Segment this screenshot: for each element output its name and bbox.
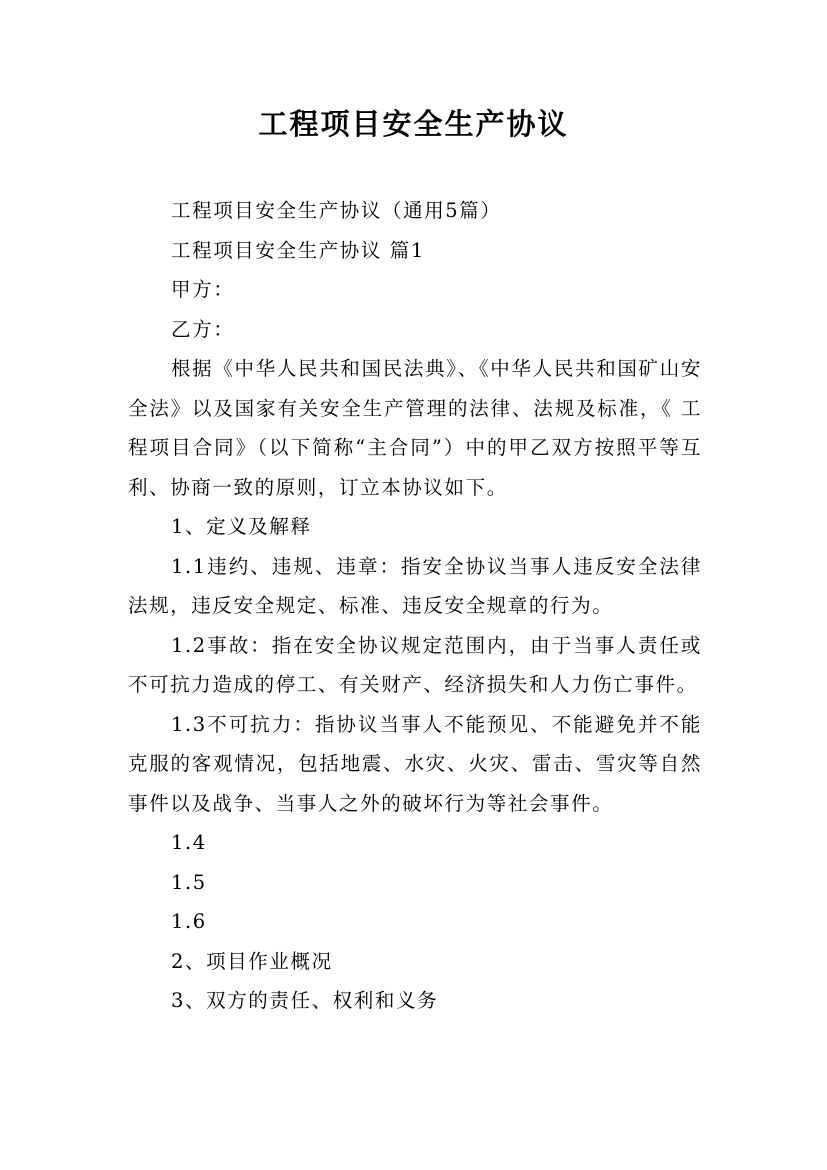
paragraph-clause-1-1: 1.1违约、违规、违章：指安全协议当事人违反安全法律法规，违反安全规定、标准、违反安全规章的行为。	[128, 554, 702, 617]
document-body	[128, 191, 702, 1021]
paragraph-clause-2: 2、项目作业概况	[171, 949, 333, 973]
paragraph-clause-1-4: 1.4	[171, 831, 207, 854]
paragraph-clause-3: 3、双方的责任、权利和义务	[171, 989, 439, 1012]
paragraph-section-heading: 工程项目安全生产协议 篇1	[171, 238, 425, 262]
paragraph-clause-1-6: 1.6	[171, 910, 207, 933]
paragraph-preamble: 根据《中华人民共和国民法典》、《中华人民共和国矿山安全法》以及国家有关安全生产管理的法律、法规及标准，《 工程项目合同》（以下简称“主合同”）中的甲乙双方按照平等互利、协商一致的原则，订立本协议如下。	[128, 357, 702, 499]
paragraph-clause-1: 1、定义及解释	[171, 515, 312, 538]
paragraph-clause-1-5: 1.5	[171, 870, 207, 894]
paragraph-clause-1-2: 1.2事故：指在安全协议规定范围内，由于当事人责任或不可抗力造成的停工、有关财产、经济损失和人力伤亡事件。	[128, 633, 702, 696]
document-title: 工程项目安全生产协议	[258, 107, 569, 141]
paragraph-party-a: 甲方：	[171, 278, 235, 301]
paragraph-party-b: 乙方：	[171, 317, 235, 341]
paragraph-subtitle: 工程项目安全生产协议（通用5篇）	[171, 199, 502, 222]
paragraph-clause-1-3: 1.3不可抗力：指协议当事人不能预见、不能避免并不能克服的客观情况，包括地震、水灾、火灾、雷击、雪灾等自然事件以及战争、当事人之外的破坏行为等社会事件。	[128, 712, 702, 815]
